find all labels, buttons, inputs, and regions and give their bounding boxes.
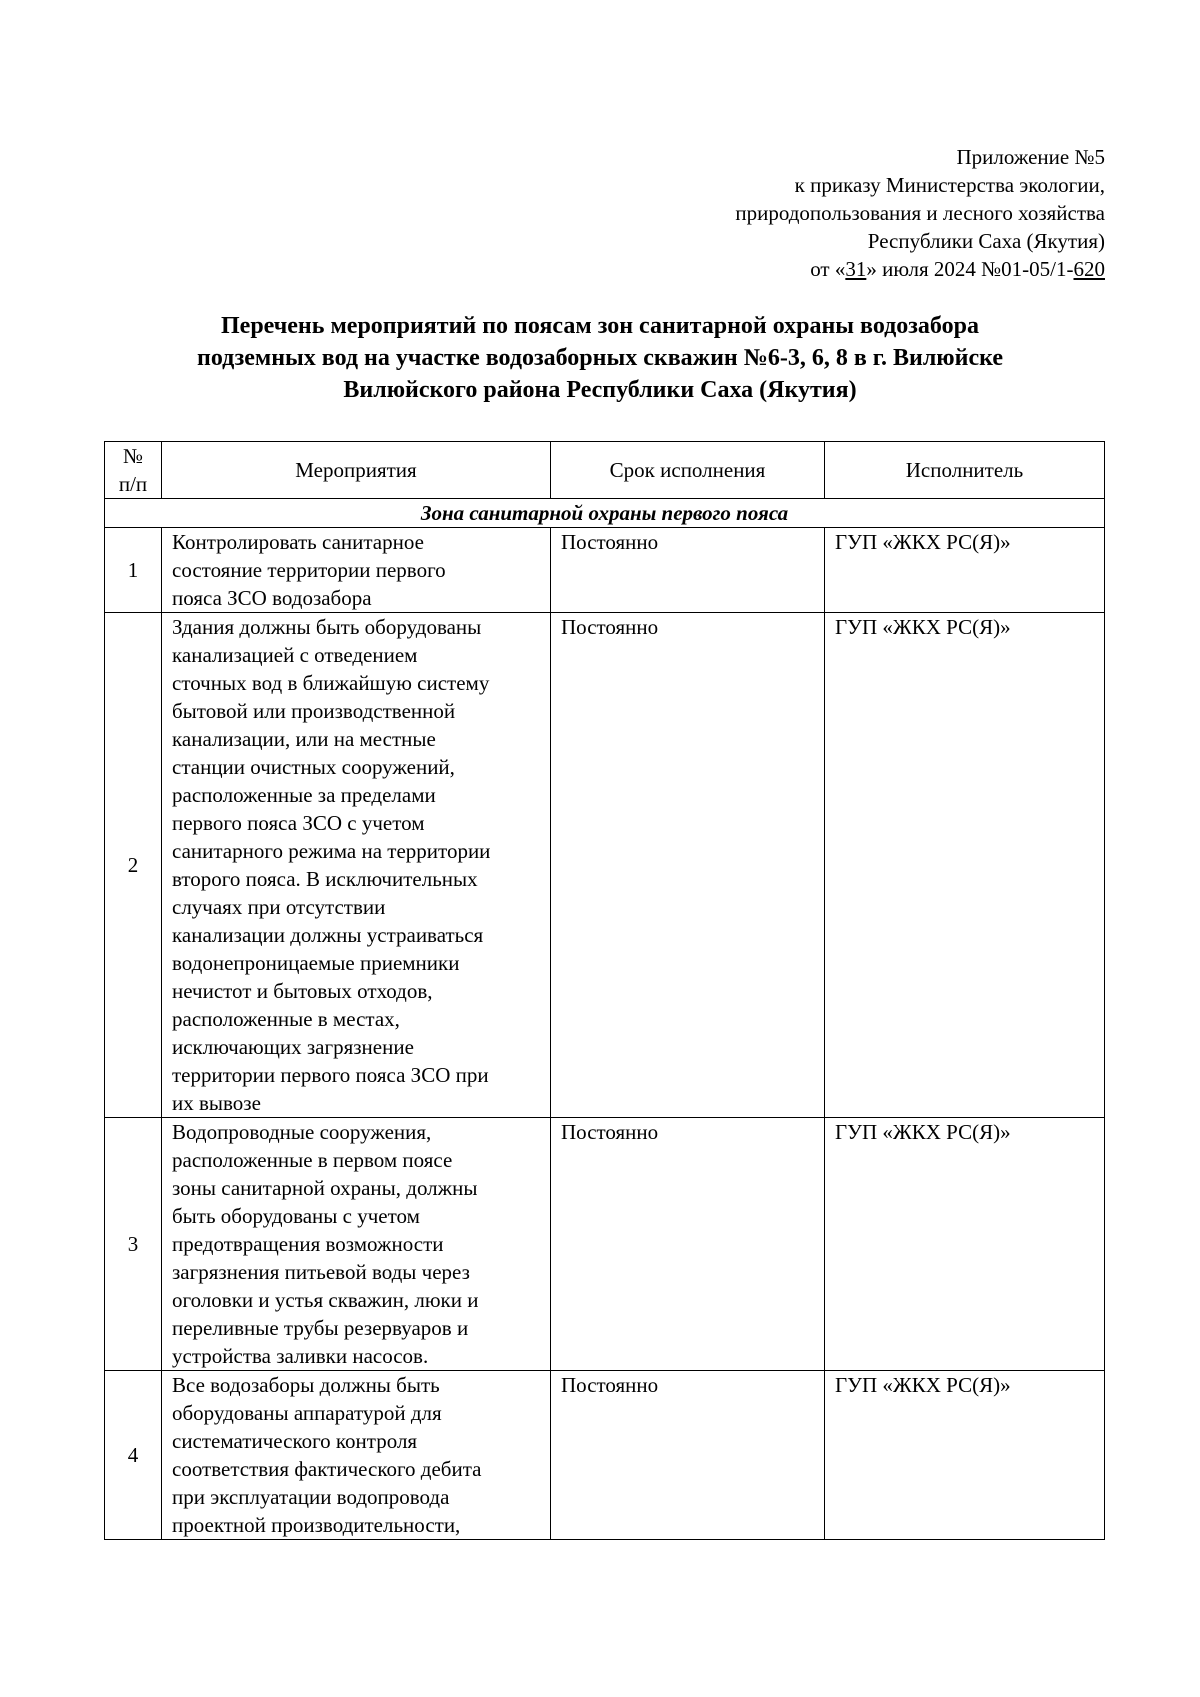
row-number: 2 xyxy=(105,613,162,1118)
measure-text-line: оголовки и устья скважин, люки и xyxy=(172,1288,479,1312)
measure-text-line: загрязнения питьевой воды через xyxy=(172,1260,470,1284)
measure-text-line: соответствия фактического дебита xyxy=(172,1457,482,1481)
measure-text-line: канализацией с отведением xyxy=(172,643,418,667)
header-deadline: Срок исполнения xyxy=(551,442,825,499)
appendix-line: Республики Саха (Якутия) xyxy=(867,229,1105,253)
executor-cell: ГУП «ЖКХ РС(Я)» xyxy=(825,1118,1105,1371)
measure-text-line: Здания должны быть оборудованы xyxy=(172,615,482,639)
zone-row xyxy=(105,499,1105,528)
measure-text-line: второго пояса. В исключительных xyxy=(172,867,478,891)
measure-text xyxy=(162,1118,551,1371)
measure-text-line: предотвращения возможности xyxy=(172,1232,444,1256)
table-row xyxy=(105,1371,1105,1540)
row-number: 3 xyxy=(105,1118,162,1371)
measure-text-line: бытовой или производственной xyxy=(172,699,456,723)
table-row xyxy=(105,613,1105,1118)
measure-text-line: случаях при отсутствии xyxy=(172,895,386,919)
measure-text-line: быть оборудованы с учетом xyxy=(172,1204,420,1228)
table-header-row xyxy=(105,442,1105,499)
measure-text-line: сточных вод в ближайшую систему xyxy=(172,671,490,695)
measure-text-line: их вывозе xyxy=(172,1091,261,1115)
document-title xyxy=(100,310,1100,406)
appendix-line: к приказу Министерства экологии, xyxy=(794,173,1105,197)
measure-text-line: первого пояса ЗСО с учетом xyxy=(172,811,425,835)
measure-text-line: территории первого пояса ЗСО при xyxy=(172,1063,489,1087)
measure-text-line: исключающих загрязнение xyxy=(172,1035,414,1059)
measure-text-line: пояса ЗСО водозабора xyxy=(172,586,372,610)
appendix-date-line xyxy=(735,255,1105,283)
measure-text-line: нечистот и бытовых отходов, xyxy=(172,979,433,1003)
deadline-cell: Постоянно xyxy=(551,613,825,1118)
measure-text-line: санитарного режима на территории xyxy=(172,839,491,863)
title-line: Перечень мероприятий по поясам зон санитарной охраны водозабора xyxy=(221,313,979,339)
date-day: 31 xyxy=(845,257,867,281)
executor-cell: ГУП «ЖКХ РС(Я)» xyxy=(825,613,1105,1118)
measure-text-line: канализации должны устраиваться xyxy=(172,923,484,947)
date-middle: » июля 2024 №01-05/1- xyxy=(866,257,1074,281)
table-row xyxy=(105,528,1105,613)
executor-cell: ГУП «ЖКХ РС(Я)» xyxy=(825,528,1105,613)
table-row xyxy=(105,1118,1105,1371)
title-line: подземных вод на участке водозаборных скважин №6-3, 6, 8 в г. Вилюйске xyxy=(197,345,1003,371)
order-number: 620 xyxy=(1073,257,1105,281)
header-executor: Исполнитель xyxy=(825,442,1105,499)
measure-text-line: расположенные в местах, xyxy=(172,1007,400,1031)
measure-text-line: станции очистных сооружений, xyxy=(172,755,455,779)
row-number: 4 xyxy=(105,1371,162,1540)
measure-text-line: Контролировать санитарное xyxy=(172,530,424,554)
measure-text-line: состояние территории первого xyxy=(172,558,446,582)
appendix-header xyxy=(735,143,1105,283)
deadline-cell: Постоянно xyxy=(551,1118,825,1371)
deadline-cell: Постоянно xyxy=(551,1371,825,1540)
measure-text-line: проектной производительности, xyxy=(172,1513,461,1537)
row-number: 1 xyxy=(105,528,162,613)
measure-text xyxy=(162,1371,551,1540)
executor-cell: ГУП «ЖКХ РС(Я)» xyxy=(825,1371,1105,1540)
appendix-line: природопользования и лесного хозяйства xyxy=(735,201,1105,225)
measure-text-line: систематического контроля xyxy=(172,1429,418,1453)
measure-text xyxy=(162,528,551,613)
measure-text-line: зоны санитарной охраны, должны xyxy=(172,1176,478,1200)
measure-text-line: переливные трубы резервуаров и xyxy=(172,1316,469,1340)
deadline-cell: Постоянно xyxy=(551,528,825,613)
measure-text-line: при эксплуатации водопровода xyxy=(172,1485,450,1509)
measure-text-line: канализации, или на местные xyxy=(172,727,436,751)
zone-title: Зона санитарной охраны первого пояса xyxy=(105,499,1105,528)
measure-text-line: оборудованы аппаратурой для xyxy=(172,1401,442,1425)
header-measures: Мероприятия xyxy=(162,442,551,499)
measure-text-line: расположенные за пределами xyxy=(172,783,436,807)
measure-text xyxy=(162,613,551,1118)
measures-table xyxy=(104,441,1105,1540)
date-prefix: от « xyxy=(810,257,846,281)
measure-text-line: Водопроводные сооружения, xyxy=(172,1120,432,1144)
header-number: № п/п xyxy=(105,442,162,499)
measure-text-line: водонепроницаемые приемники xyxy=(172,951,460,975)
measure-text-line: Все водозаборы должны быть xyxy=(172,1373,440,1397)
title-line: Вилюйского района Республики Саха (Якутия) xyxy=(343,377,857,403)
appendix-line: Приложение №5 xyxy=(956,145,1105,169)
measure-text-line: расположенные в первом поясе xyxy=(172,1148,453,1172)
measure-text-line: устройства заливки насосов. xyxy=(172,1344,429,1368)
